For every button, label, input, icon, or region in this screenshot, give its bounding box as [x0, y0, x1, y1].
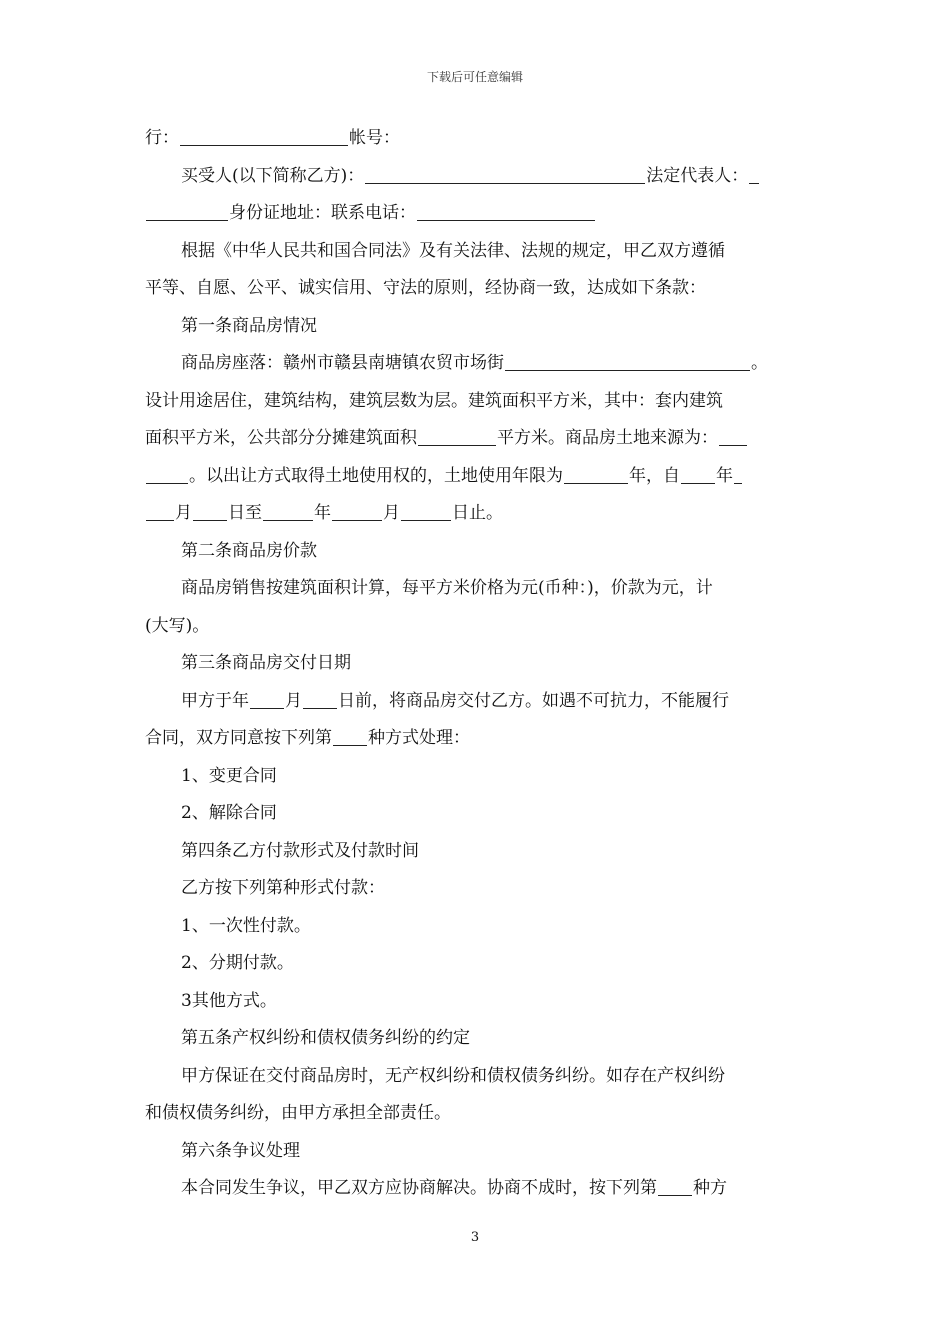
- doc-line: 乙方按下列第种形式付款：: [181, 878, 385, 898]
- blank-line: [681, 464, 715, 484]
- blank-line: [250, 689, 284, 709]
- doc-line: 设计用途居住，建筑结构，建筑层数为层。建筑面积平方米，其中：套内建筑: [145, 390, 723, 411]
- blank-line: [303, 689, 337, 709]
- doc-line: 根据《中华人民共和国合同法》及有关法律、法规的规定，甲乙双方遵循: [181, 240, 725, 261]
- list-item: 3其他方式。: [181, 990, 277, 1011]
- blank-line: [333, 726, 367, 746]
- doc-line: 月 日至 年 月 日止。: [145, 495, 810, 533]
- blank-line: [146, 501, 174, 521]
- document-body: [145, 120, 810, 1208]
- doc-line: 行： 帐号：: [145, 128, 400, 148]
- blank-line: [417, 201, 595, 221]
- blank-line: [263, 501, 313, 521]
- section-heading: 第三条商品房交付日期: [181, 653, 351, 673]
- page-number: 3: [470, 1230, 480, 1245]
- blank-line: [505, 351, 750, 371]
- doc-line: 商品房座落：赣州市赣县南塘镇农贸市场街 。: [181, 353, 768, 373]
- blank-line: [146, 201, 228, 221]
- doc-line: 。以出让方式取得土地使用权的，土地使用年限为 年，自 年: [145, 458, 810, 496]
- blank-line: [193, 501, 227, 521]
- blank-line: [401, 501, 451, 521]
- section-heading: 第五条产权纠纷和债权债务纠纷的约定: [181, 1028, 470, 1048]
- blank-line: [146, 464, 188, 484]
- blank-line: [332, 501, 382, 521]
- page-header: 下载后可任意编辑: [426, 70, 523, 84]
- list-item: 1、变更合同: [181, 765, 277, 786]
- doc-line: 和债权债务纠纷，由甲方承担全部责任。: [145, 1103, 451, 1123]
- doc-line: 甲方于年 月 日前，将商品房交付乙方。如遇不可抗力，不能履行: [181, 690, 729, 711]
- blank-line: [658, 1176, 692, 1196]
- doc-line: 商品房销售按建筑面积计算，每平方米价格为元(币种：)，价款为元，计: [181, 578, 713, 598]
- doc-line: 平等、自愿、公平、诚实信用、守法的原则，经协商一致，达成如下条款：: [145, 278, 706, 298]
- blank-line: [564, 464, 628, 484]
- blank-line: [719, 426, 747, 446]
- doc-line: 买受人(以下简称乙方)： 法定代表人：: [145, 158, 810, 196]
- blank-line: [365, 164, 645, 184]
- blank-line: [180, 126, 348, 146]
- list-item: 1、一次性付款。: [181, 915, 311, 936]
- list-item: 2、解除合同: [181, 803, 277, 823]
- section-heading: 第六条争议处理: [181, 1140, 300, 1161]
- doc-line: 甲方保证在交付商品房时，无产权纠纷和债权债务纠纷。如存在产权纠纷: [181, 1065, 725, 1086]
- blank-line: [734, 464, 742, 484]
- section-heading: 第二条商品房价款: [181, 540, 317, 561]
- blank-line: [418, 426, 496, 446]
- list-item: 2、分期付款。: [181, 953, 294, 973]
- doc-line: 面积平方米，公共部分分摊建筑面积 平方米。商品房土地来源为：: [145, 420, 810, 458]
- section-heading: 第四条乙方付款形式及付款时间: [181, 840, 419, 861]
- doc-line: (大写)。: [145, 615, 210, 636]
- blank-line: [749, 164, 759, 184]
- doc-line: 身份证地址：联系电话：: [145, 195, 810, 233]
- doc-line: 合同，双方同意按下列第 种方式处理：: [145, 728, 470, 748]
- doc-line: 本合同发生争议，甲乙双方应协商解决。协商不成时，按下列第 种方: [181, 1178, 727, 1198]
- section-heading: 第一条商品房情况: [181, 315, 317, 336]
